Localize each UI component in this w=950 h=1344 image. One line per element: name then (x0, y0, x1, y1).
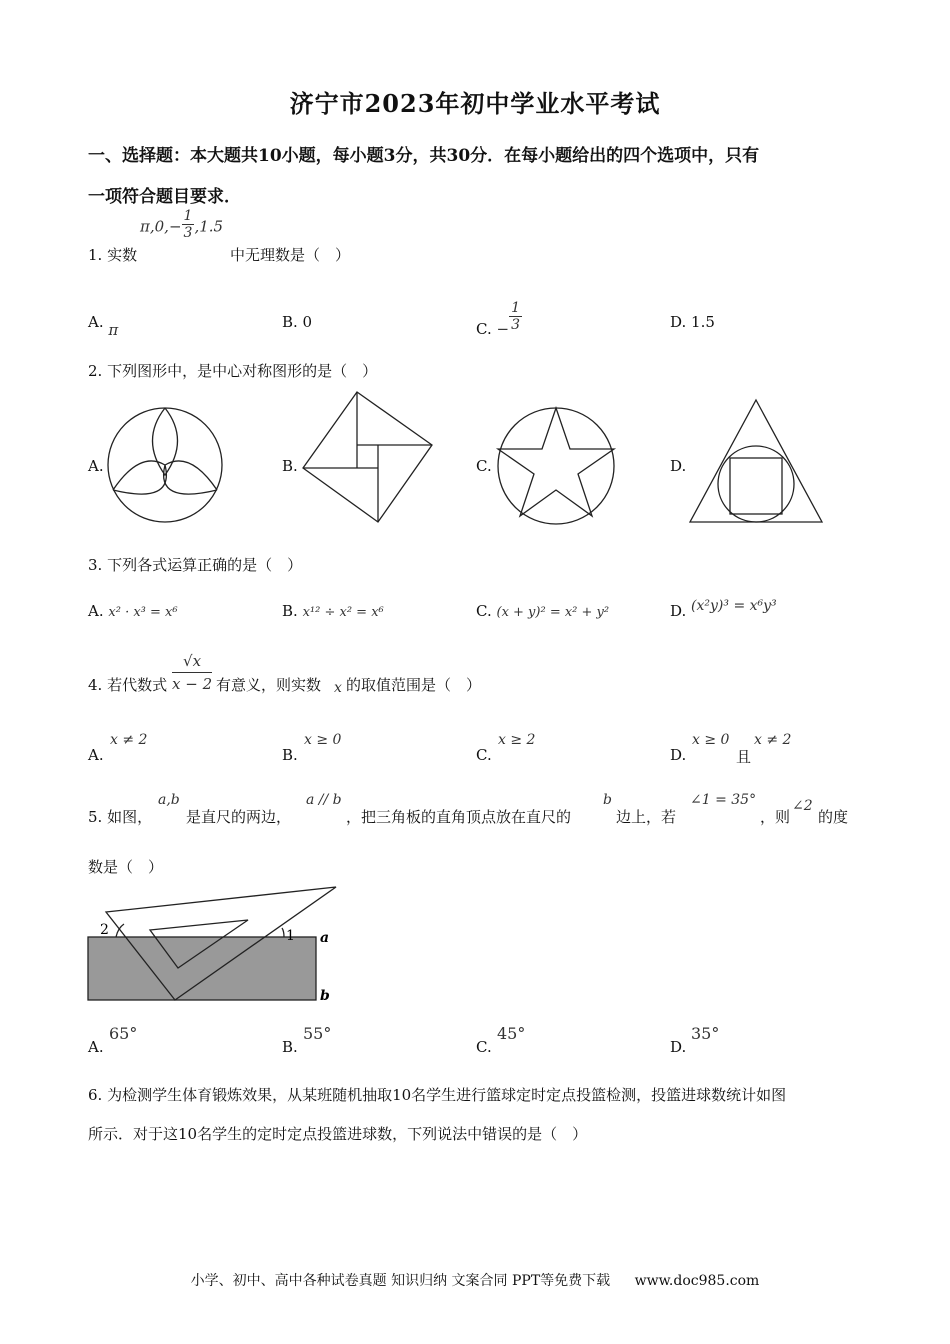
question-3: 3. 下列各式运算正确的是（ ） (88, 556, 303, 574)
q3-b-label: B. (282, 602, 298, 620)
q1-c-sign: − (496, 319, 510, 338)
q1-c-label: C. (476, 319, 492, 338)
question-1 (88, 244, 137, 265)
page-title: 济宁市2023年初中学业水平考试 (289, 89, 661, 118)
q3-option-c (476, 602, 609, 620)
page-footer (0, 1270, 950, 1290)
q5-figure-ruler-triangle (86, 884, 342, 1008)
q4-d-label: D. (670, 746, 687, 764)
q5-d-val: 35° (691, 1024, 720, 1043)
q5-m2: a // b (306, 792, 342, 808)
q4-frac-num: √x (172, 650, 212, 673)
q5-b-label: B. (282, 1038, 298, 1056)
q4-middle: 有意义，则实数 (216, 676, 322, 694)
q5-p4: 边上，若 (616, 808, 677, 826)
q5-c-label: C. (476, 1038, 492, 1056)
q5-p1: 5. 如图， (88, 808, 153, 826)
q2-figure-c (494, 404, 619, 529)
q5-fig-label-a: a (320, 930, 330, 946)
q1-expression (140, 208, 224, 241)
q5-a-val: 65° (109, 1024, 138, 1043)
q5-m1: a,b (158, 792, 180, 808)
q1-c-den: 3 (511, 317, 520, 333)
q4-a-label: A. (88, 746, 104, 764)
q5-fig-label-b: b (320, 988, 330, 1004)
q1-expr-before: π,0,− (140, 217, 182, 236)
q5-line2: 数是（ ） (88, 858, 164, 876)
q5-c-val: 45° (497, 1024, 526, 1043)
question-2: 2. 下列图形中，是中心对称图形的是（ ） (88, 362, 378, 380)
q2-figure-d (688, 398, 824, 526)
q3-a-label: A. (88, 602, 104, 620)
q1-prefix: 1. 实数 (88, 246, 138, 264)
q5-m3: b (603, 792, 612, 808)
q1-frac-den: 3 (183, 225, 193, 241)
q3-b-expr: x¹² ÷ x² = x⁶ (302, 605, 384, 620)
q4-frac-den: x − 2 (172, 675, 213, 693)
q4-d-expr1: x ≥ 0 (692, 732, 730, 748)
q3-c-expr: (x + y)² = x² + y² (496, 605, 610, 620)
q5-m5: ∠2 (792, 798, 813, 814)
q2-c-label: C. (476, 457, 492, 475)
q5-p2: 是直尺的两边， (186, 808, 292, 826)
q1-frac-num: 1 (183, 208, 193, 224)
q1-c-num: 1 (511, 300, 520, 316)
q3-d-expr: (x²y)³ = x⁶y³ (691, 598, 777, 614)
q4-suffix: 的取值范围是（ ） (346, 676, 482, 694)
question-6-line2: 所示．对于这10名学生的定时定点投篮进球数，下列说法中错误的是（ ） (88, 1125, 588, 1143)
footer-text: 小学、初中、高中各种试卷真题 知识归纳 文案合同 PPT等免费下载 (190, 1273, 611, 1289)
q2-a-label: A. (88, 457, 104, 475)
q4-a-expr: x ≠ 2 (110, 732, 148, 748)
q1-c-fraction (509, 300, 522, 333)
q5-p6: 的度 (818, 808, 849, 826)
q5-p3: ，把三角板的直角顶点放在直尺的 (346, 808, 572, 826)
q1-option-b: B. 0 (282, 313, 313, 331)
q4-c-expr: x ≥ 2 (498, 732, 536, 748)
q1-fraction (182, 208, 195, 241)
q1-option-c (476, 300, 522, 338)
q4-b-label: B. (282, 746, 298, 764)
q1-option-a (88, 313, 119, 339)
q5-a-label: A. (88, 1038, 104, 1056)
q5-d-label: D. (670, 1038, 687, 1056)
q3-a-expr: x² · x³ = x⁶ (108, 605, 178, 620)
q1-option-d: D. 1.5 (670, 313, 715, 331)
q1-expr-after: ,1.5 (194, 217, 224, 236)
q5-m4: ∠1 = 35° (690, 792, 757, 808)
q4-c-label: C. (476, 746, 492, 764)
q1-a-value: π (108, 321, 119, 339)
q5-p5: ，则 (760, 808, 791, 826)
q4-fraction (172, 650, 212, 695)
q1-a-label: A. (88, 313, 104, 331)
q5-b-val: 55° (303, 1024, 332, 1043)
footer-link[interactable]: www.doc985.com (634, 1273, 760, 1289)
q4-b-expr: x ≥ 0 (304, 732, 342, 748)
q2-figure-b (300, 390, 435, 525)
q3-option-a (88, 602, 178, 620)
q5-fig-label-1: 1 (286, 928, 295, 944)
question-6-line1: 6. 为检测学生体育锻炼效果，从某班随机抽取10名学生进行篮球定时定点投篮检测，投篮进球数统计如图 (88, 1086, 787, 1104)
q4-d-and: 且 (736, 748, 752, 766)
q5-fig-label-2: 2 (100, 922, 109, 938)
q4-prefix: 4. 若代数式 (88, 676, 168, 694)
q4-d-expr2: x ≠ 2 (754, 732, 792, 748)
q2-b-label: B. (282, 457, 298, 475)
q2-figure-a (100, 400, 230, 530)
section-heading-line1: 一、选择题：本大题共10小题，每小题3分，共30分．在每小题给出的四个选项中，只有 (88, 146, 760, 166)
q3-c-label: C. (476, 602, 492, 620)
q3-option-d (670, 596, 777, 620)
q4-var: x (334, 680, 342, 696)
q2-d-label: D. (670, 457, 687, 475)
q1-suffix: 中无理数是（ ） (230, 246, 351, 264)
q3-option-b (282, 602, 384, 620)
section-heading-line2: 一项符合题目要求． (88, 187, 241, 207)
q3-d-label: D. (670, 602, 687, 620)
